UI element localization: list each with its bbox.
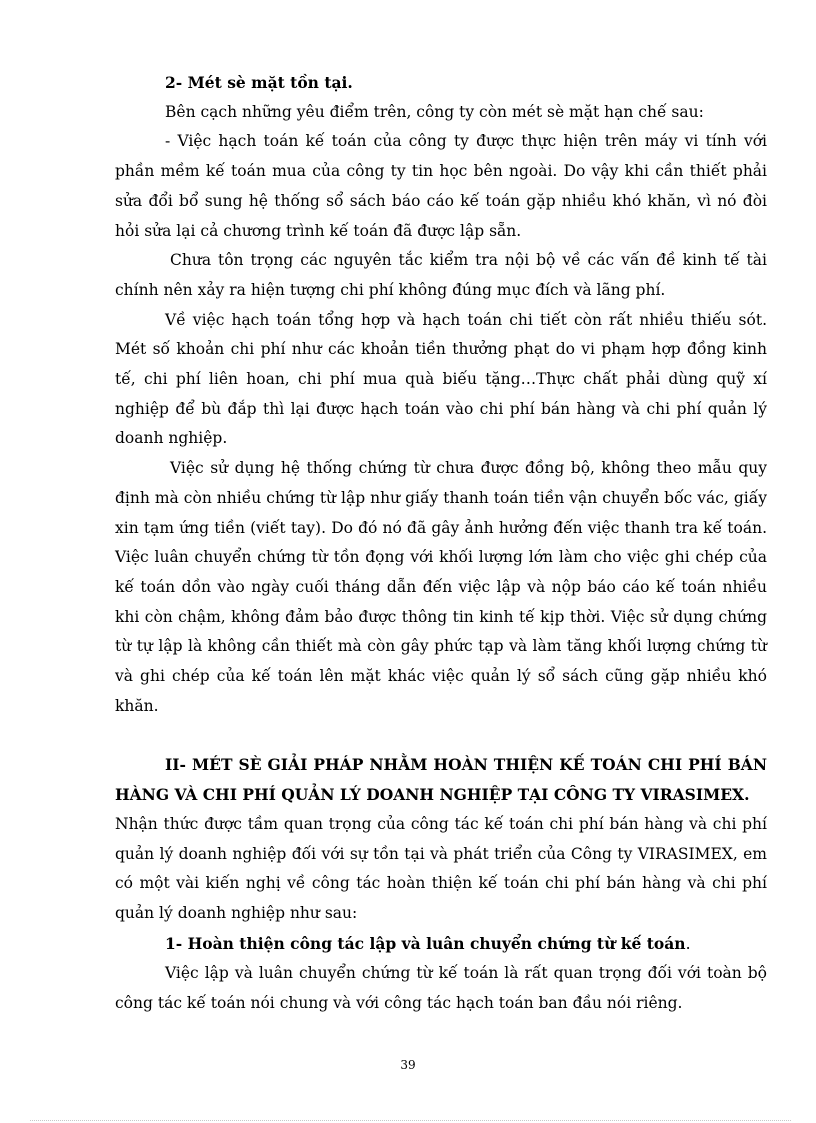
subsection-1-heading: 1- Hoàn thiện công tác lập và luân chuyển chứng từ kế toán (165, 933, 686, 953)
paragraph-accounting: Về việc hạch toán tổng hợp và hạch toán chi tiết còn rất nhiều thiếu sót. Mét số khoản chi phí như các khoản tiền thưởng phạt do vi phạm hợp đồng kinh tế, chi phí liên hoan, chi phí mua quà biếu tặng…Thực chất phải dùng quỹ xí nghiệp để bù đắp thì lại được hạch toán vào chi phí bán hàng và chi phí quản lý doanh nghiệp. (115, 310, 767, 448)
paragraph-awareness: Nhận thức được tầm quan trọng của công tác kế toán chi phí bán hàng và chi phí quản lý doanh nghiệp đối với sự tồn tại và phát triển của Công ty VIRASIMEX, em có một vài kiến nghị về công tác hoàn thiện kế toán chi phí bán hàng và chi phí quản lý doanh nghiệp như sau: (115, 814, 767, 922)
paragraph-intro: Bên cạch những yêu điểm trên, công ty còn mét sè mặt hạn chế sau: (165, 102, 704, 121)
subsection-1-heading-line (115, 929, 767, 960)
page-body (115, 68, 767, 1019)
page-number: 39 (400, 1058, 416, 1072)
paragraph-software: - Việc hạch toán kế toán của công ty được thực hiện trên máy vi tính với phần mềm kế toán mua của công ty tin học bên ngoài. Do vậy khi cần thiết phải sửa đổi bổ sung hệ thống sổ sách báo cáo kế toán gặp nhiều khó khăn, vì nó đòi hỏi sửa lại cả chương trình kế toán đã được lập sẵn. (115, 132, 767, 240)
section-ii-heading: II- MÉT SÈ GIẢI PHÁP NHẰM HOÀN THIỆN KẾ TOÁN CHI PHÍ BÁN HÀNG VÀ CHI PHÍ QUẢN LÝ DOANH NGHIỆP TẠI CÔNG TY VIRASIMEX. (115, 755, 767, 805)
paragraph-importance: Việc lập và luân chuyển chứng từ kế toán là rất quan trọng đối với toàn bộ công tác kế toán nói chung và với công tác hạch toán ban đầu nói riêng. (115, 964, 767, 1013)
paragraph-internal-control: Chưa tôn trọng các nguyên tắc kiểm tra nội bộ về các vấn đề kinh tế tài chính nên xảy ra hiện tượng chi phí không đúng mục đích và lãng phí. (115, 251, 767, 299)
paragraph-vouchers: Việc sử dụng hệ thống chứng từ chưa được đồng bộ, không theo mẫu quy định mà còn nhiều chứng từ lập như giấy thanh toán tiền vận chuyển bốc vác, giấy xin tạm ứng tiền (viết tay). Do đó nó đã gây ảnh hưởng đến việc thanh tra kế toán. Việc luân chuyển chứng từ tồn đọng với khối lượng lớn làm cho việc ghi chép của kế toán dồn vào ngày cuối tháng dẫn đến việc lập và nộp báo cáo kế toán nhiều khi còn chậm, không đảm bảo được thông tin kinh tế kịp thời. Việc sử dụng chứng từ tự lập là không cần thiết mà còn gây phức tạp và làm tăng khối lượng chứng từ và ghi chép của kế toán lên mặt khác việc quản lý sổ sách cũng gặp nhiều khó khăn. (115, 459, 767, 715)
page-bottom-divider (30, 1120, 791, 1121)
section-2-heading: 2- Mét sè mặt tồn tại. (165, 73, 353, 92)
subsection-1-heading-period: . (685, 934, 691, 953)
